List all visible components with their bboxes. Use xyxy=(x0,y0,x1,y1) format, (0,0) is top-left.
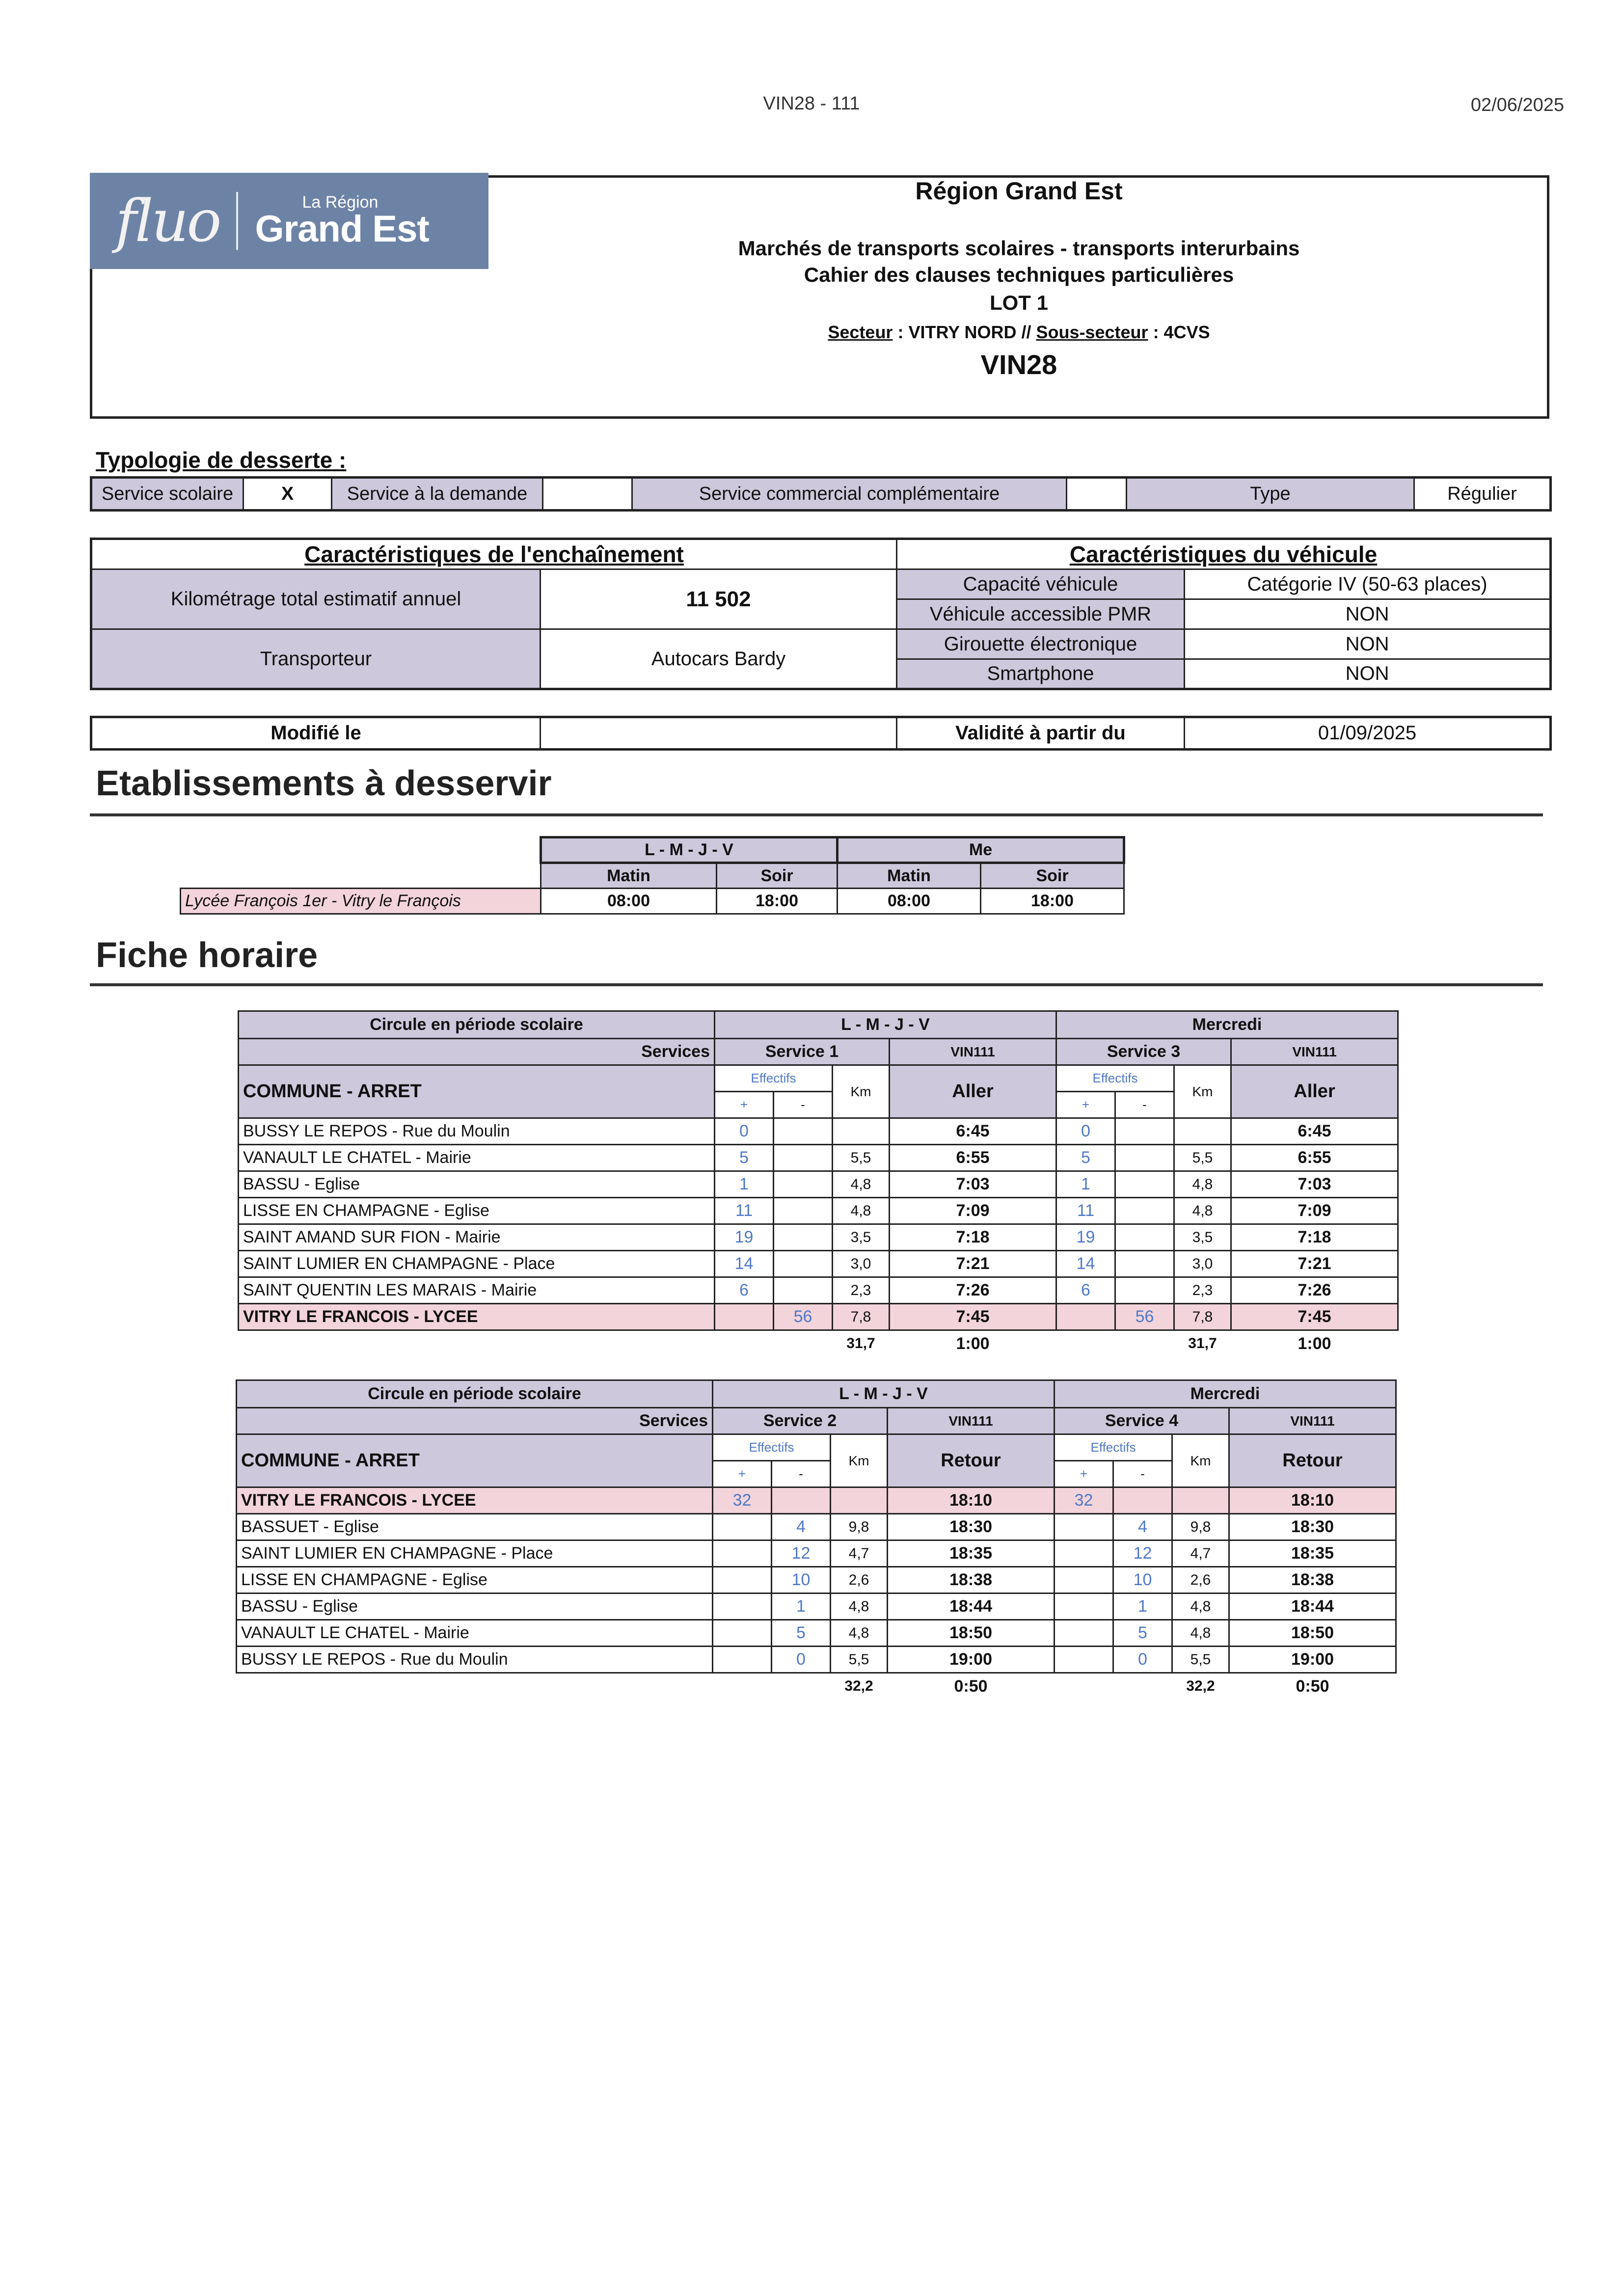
plus-count xyxy=(1056,1304,1115,1330)
circule-label: Circule en période scolaire xyxy=(237,1380,713,1408)
km-a-label: Km xyxy=(833,1065,890,1118)
km-value xyxy=(831,1487,888,1514)
logo-separator xyxy=(236,192,238,250)
plus-a-label: + xyxy=(713,1461,772,1487)
effectifs-a-label: Effectifs xyxy=(713,1434,831,1461)
km-value: 5,5 xyxy=(1174,1145,1231,1171)
minus-count: 5 xyxy=(1113,1620,1172,1647)
plus-count: 32 xyxy=(713,1487,772,1514)
minus-count xyxy=(1115,1145,1174,1171)
minus-count: 12 xyxy=(772,1540,831,1567)
vin-b-label: VIN111 xyxy=(1231,1039,1398,1065)
commune-arret-label: COMMUNE - ARRET xyxy=(239,1065,715,1118)
direction-b-label: Retour xyxy=(1229,1434,1396,1487)
logo-region xyxy=(255,194,429,248)
page-header-code: VIN28 - 111 xyxy=(763,93,860,114)
minus-count: 12 xyxy=(1113,1540,1172,1567)
time-value: 18:38 xyxy=(1229,1567,1396,1594)
etab-days-1: L - M - J - V xyxy=(541,837,838,863)
doc-lot: LOT 1 xyxy=(989,291,1048,314)
plus-count: 11 xyxy=(1056,1198,1115,1224)
transporteur-value: Autocars Bardy xyxy=(541,629,897,689)
plus-count: 5 xyxy=(1056,1145,1115,1171)
vin-b-label: VIN111 xyxy=(1229,1408,1396,1434)
time-value: 7:09 xyxy=(890,1198,1056,1224)
schedule-row xyxy=(239,1277,1398,1304)
time-value: 18:50 xyxy=(888,1620,1055,1647)
km-a-label: Km xyxy=(831,1434,888,1487)
km-value: 3,0 xyxy=(833,1251,890,1277)
total-km: 31,7 xyxy=(1188,1335,1217,1352)
schedule-row xyxy=(239,1118,1398,1145)
time-value: 7:18 xyxy=(1231,1224,1398,1251)
etablissements-table xyxy=(180,836,1125,915)
plus-count xyxy=(1055,1620,1113,1647)
km-value: 5,5 xyxy=(1172,1647,1229,1673)
schedule-row xyxy=(237,1594,1396,1620)
stop-name: SAINT LUMIER EN CHAMPAGNE - Place xyxy=(237,1540,713,1567)
plus-a-label: + xyxy=(715,1092,774,1118)
etab-matin-1: Matin xyxy=(541,863,717,889)
plus-count xyxy=(1055,1514,1113,1540)
stop-name: BUSSY LE REPOS - Rue du Moulin xyxy=(239,1118,715,1145)
schedule-row xyxy=(239,1171,1398,1198)
schedule-row xyxy=(237,1620,1396,1647)
plus-count xyxy=(713,1567,772,1594)
etab-empty-cell xyxy=(181,837,541,863)
km-value: 4,8 xyxy=(1174,1171,1231,1198)
km-value: 9,8 xyxy=(831,1514,888,1540)
totals-spacer xyxy=(715,1330,774,1357)
time-value: 7:21 xyxy=(890,1251,1056,1277)
plus-count: 19 xyxy=(715,1224,774,1251)
km-value: 7,8 xyxy=(833,1304,890,1330)
sous-secteur-label: Sous-secteur xyxy=(1036,322,1148,342)
smartphone-label: Smartphone xyxy=(897,659,1185,689)
km-value: 4,7 xyxy=(831,1540,888,1567)
time-value: 18:38 xyxy=(888,1567,1055,1594)
total-km: 32,2 xyxy=(844,1678,873,1695)
validite-value: 01/09/2025 xyxy=(1185,717,1551,750)
plus-count: 6 xyxy=(715,1277,774,1304)
commune-arret-label: COMMUNE - ARRET xyxy=(237,1434,713,1487)
service-a-label: Service 1 xyxy=(715,1039,890,1065)
minus-count xyxy=(774,1171,833,1198)
time-value: 18:44 xyxy=(888,1594,1055,1620)
minus-b-label: - xyxy=(1113,1461,1172,1487)
totals-spacer xyxy=(237,1673,713,1700)
minus-count xyxy=(1113,1487,1172,1514)
minus-count xyxy=(774,1224,833,1251)
etab-time: 08:00 xyxy=(838,889,981,914)
schedule-row xyxy=(237,1567,1396,1594)
smartphone-value: NON xyxy=(1185,659,1551,689)
time-value: 18:30 xyxy=(888,1514,1055,1540)
plus-count: 32 xyxy=(1055,1487,1113,1514)
doc-title: Région Grand Est xyxy=(915,177,1123,205)
service-scolaire-mark: X xyxy=(243,478,332,511)
etab-empty-cell xyxy=(181,863,541,889)
time-value: 7:45 xyxy=(890,1304,1056,1330)
time-value: 6:45 xyxy=(1231,1118,1398,1145)
girouette-value: NON xyxy=(1185,629,1551,659)
schedule-row xyxy=(239,1304,1398,1330)
time-value: 7:26 xyxy=(1231,1277,1398,1304)
minus-count: 4 xyxy=(772,1514,831,1540)
km-value xyxy=(1174,1118,1231,1145)
minus-count xyxy=(1115,1224,1174,1251)
secteur-label: Secteur xyxy=(828,322,893,342)
days-a-label: L - M - J - V xyxy=(713,1380,1055,1408)
stop-name: SAINT AMAND SUR FION - Mairie xyxy=(239,1224,715,1251)
time-value: 18:35 xyxy=(1229,1540,1396,1567)
km-value: 3,5 xyxy=(833,1224,890,1251)
fiche-heading: Fiche horaire xyxy=(96,936,318,975)
minus-count xyxy=(772,1487,831,1514)
doc-secteur xyxy=(488,322,1549,343)
totals-spacer xyxy=(239,1330,715,1357)
etab-time: 18:00 xyxy=(717,889,838,914)
page-header-date: 02/06/2025 xyxy=(1470,95,1564,115)
minus-count: 0 xyxy=(772,1647,831,1673)
km-value: 9,8 xyxy=(1172,1514,1229,1540)
secteur-value: : VITRY NORD // xyxy=(893,322,1036,342)
time-value: 7:03 xyxy=(1231,1171,1398,1198)
plus-count: 0 xyxy=(1056,1118,1115,1145)
total-time: 0:50 xyxy=(1296,1676,1329,1696)
vin-a-label: VIN111 xyxy=(890,1039,1056,1065)
km-value: 11 502 xyxy=(541,569,897,629)
plus-count xyxy=(715,1304,774,1330)
time-value: 7:03 xyxy=(890,1171,1056,1198)
totals-spacer xyxy=(772,1673,831,1700)
vehicule-heading: Caractéristiques du véhicule xyxy=(897,539,1551,569)
type-value: Régulier xyxy=(1414,478,1551,511)
days-b-label: Mercredi xyxy=(1056,1011,1398,1039)
minus-count xyxy=(774,1277,833,1304)
minus-count: 0 xyxy=(1113,1647,1172,1673)
km-value xyxy=(833,1118,890,1145)
minus-count: 10 xyxy=(772,1567,831,1594)
validite-table xyxy=(90,716,1552,751)
schedule-row xyxy=(237,1540,1396,1567)
time-value: 6:55 xyxy=(890,1145,1056,1171)
stop-name: SAINT QUENTIN LES MARAIS - Mairie xyxy=(239,1277,715,1304)
stop-name: BASSUET - Eglise xyxy=(237,1514,713,1540)
etab-days-2: Me xyxy=(838,837,1124,863)
plus-b-label: + xyxy=(1055,1461,1113,1487)
plus-count xyxy=(713,1540,772,1567)
capacite-label: Capacité véhicule xyxy=(897,569,1185,599)
totals-spacer xyxy=(713,1673,772,1700)
km-value: 4,8 xyxy=(1172,1594,1229,1620)
total-time: 1:00 xyxy=(956,1334,990,1353)
plus-count xyxy=(713,1620,772,1647)
plus-count: 1 xyxy=(715,1171,774,1198)
schedule-row xyxy=(237,1487,1396,1514)
time-value: 18:35 xyxy=(888,1540,1055,1567)
plus-count xyxy=(713,1514,772,1540)
km-b-label: Km xyxy=(1174,1065,1231,1118)
stop-name: BASSU - Eglise xyxy=(239,1171,715,1198)
services-label: Services xyxy=(237,1408,713,1434)
validite-label: Validité à partir du xyxy=(897,717,1185,750)
minus-count xyxy=(1115,1198,1174,1224)
logo-region-big: Grand Est xyxy=(255,208,429,250)
fiche-rule xyxy=(90,983,1543,986)
effectifs-b-label: Effectifs xyxy=(1055,1434,1172,1461)
km-value xyxy=(1172,1487,1229,1514)
schedule-row xyxy=(239,1224,1398,1251)
time-value: 7:26 xyxy=(890,1277,1056,1304)
stop-name: VITRY LE FRANCOIS - LYCEE xyxy=(237,1487,713,1514)
stop-name: LISSE EN CHAMPAGNE - Eglise xyxy=(237,1567,713,1594)
service-b-label: Service 3 xyxy=(1056,1039,1231,1065)
km-value: 2,6 xyxy=(1172,1567,1229,1594)
totals-spacer xyxy=(1113,1673,1172,1700)
km-value: 4,8 xyxy=(1172,1620,1229,1647)
km-value: 2,6 xyxy=(831,1567,888,1594)
etab-time: 18:00 xyxy=(981,889,1124,914)
enchainement-heading: Caractéristiques de l'enchaînement xyxy=(91,539,897,569)
doc-subtitle-1: Marchés de transports scolaires - transports interurbains xyxy=(738,237,1300,260)
time-value: 6:55 xyxy=(1231,1145,1398,1171)
schedule-row xyxy=(239,1198,1398,1224)
etablissements-heading: Etablissements à desservir xyxy=(96,764,552,803)
time-value: 19:00 xyxy=(888,1647,1055,1673)
capacite-value: Catégorie IV (50-63 places) xyxy=(1185,569,1551,599)
effectifs-a-label: Effectifs xyxy=(715,1065,833,1092)
plus-count xyxy=(1055,1647,1113,1673)
doc-code: VIN28 xyxy=(980,349,1057,380)
minus-count xyxy=(774,1145,833,1171)
etablissements-rule xyxy=(90,813,1543,816)
modifie-label: Modifié le xyxy=(91,717,541,750)
time-value: 18:10 xyxy=(888,1487,1055,1514)
plus-count: 11 xyxy=(715,1198,774,1224)
time-value: 19:00 xyxy=(1229,1647,1396,1673)
typologie-label: Typologie de desserte : xyxy=(96,447,347,473)
km-value: 5,5 xyxy=(833,1145,890,1171)
logo-region-small: La Région xyxy=(302,193,379,212)
minus-count xyxy=(1115,1277,1174,1304)
service-demande-label: Service à la demande xyxy=(332,478,543,511)
km-value: 4,7 xyxy=(1172,1540,1229,1567)
service-demande-mark xyxy=(543,478,632,511)
stop-name: BASSU - Eglise xyxy=(237,1594,713,1620)
minus-count: 10 xyxy=(1113,1567,1172,1594)
logo-brand: fluo xyxy=(115,187,220,255)
doc-subtitle-2: Cahier des clauses techniques particulières xyxy=(804,263,1234,286)
plus-count: 0 xyxy=(715,1118,774,1145)
km-value: 2,3 xyxy=(833,1277,890,1304)
minus-count: 1 xyxy=(1113,1594,1172,1620)
plus-count: 6 xyxy=(1056,1277,1115,1304)
type-label: Type xyxy=(1127,478,1414,511)
stop-name: VANAULT LE CHATEL - Mairie xyxy=(239,1145,715,1171)
minus-count xyxy=(774,1198,833,1224)
km-value: 7,8 xyxy=(1174,1304,1231,1330)
plus-count: 19 xyxy=(1056,1224,1115,1251)
circule-label: Circule en période scolaire xyxy=(239,1011,715,1039)
time-value: 7:18 xyxy=(890,1224,1056,1251)
time-value: 7:21 xyxy=(1231,1251,1398,1277)
etab-soir-2: Soir xyxy=(981,863,1124,889)
services-label: Services xyxy=(239,1039,715,1065)
time-value: 18:30 xyxy=(1229,1514,1396,1540)
time-value: 7:45 xyxy=(1231,1304,1398,1330)
km-value: 3,5 xyxy=(1174,1224,1231,1251)
plus-count xyxy=(1055,1567,1113,1594)
minus-count: 4 xyxy=(1113,1514,1172,1540)
total-km: 31,7 xyxy=(846,1335,875,1352)
etab-soir-1: Soir xyxy=(717,863,838,889)
etab-time: 08:00 xyxy=(541,889,717,914)
minus-count: 1 xyxy=(772,1594,831,1620)
plus-b-label: + xyxy=(1056,1092,1115,1118)
km-value: 4,8 xyxy=(1174,1198,1231,1224)
time-value: 18:50 xyxy=(1229,1620,1396,1647)
plus-count xyxy=(1055,1540,1113,1567)
time-value: 7:09 xyxy=(1231,1198,1398,1224)
service-b-label: Service 4 xyxy=(1055,1408,1229,1434)
transporteur-label: Transporteur xyxy=(91,629,541,689)
total-km: 32,2 xyxy=(1186,1678,1215,1695)
schedule-row xyxy=(239,1145,1398,1171)
vin-a-label: VIN111 xyxy=(888,1408,1055,1434)
minus-a-label: - xyxy=(774,1092,833,1118)
service-commercial-mark xyxy=(1067,478,1127,511)
totals-spacer xyxy=(1055,1673,1113,1700)
km-value: 5,5 xyxy=(831,1647,888,1673)
minus-count: 56 xyxy=(774,1304,833,1330)
fluo-grand-est-logo xyxy=(90,173,488,269)
minus-count xyxy=(774,1118,833,1145)
pmr-value: NON xyxy=(1185,599,1551,629)
km-value: 4,8 xyxy=(831,1594,888,1620)
minus-count: 5 xyxy=(772,1620,831,1647)
minus-a-label: - xyxy=(772,1461,831,1487)
plus-count: 5 xyxy=(715,1145,774,1171)
plus-count: 14 xyxy=(1056,1251,1115,1277)
total-time: 0:50 xyxy=(954,1676,988,1696)
km-value: 4,8 xyxy=(833,1171,890,1198)
stop-name: VITRY LE FRANCOIS - LYCEE xyxy=(239,1304,715,1330)
time-value: 18:44 xyxy=(1229,1594,1396,1620)
minus-b-label: - xyxy=(1115,1092,1174,1118)
service-a-label: Service 2 xyxy=(713,1408,888,1434)
days-b-label: Mercredi xyxy=(1055,1380,1396,1408)
service-commercial-label: Service commercial complémentaire xyxy=(632,478,1067,511)
plus-count xyxy=(1055,1594,1113,1620)
stop-name: LISSE EN CHAMPAGNE - Eglise xyxy=(239,1198,715,1224)
minus-count xyxy=(1115,1251,1174,1277)
totals-spacer xyxy=(1115,1330,1174,1357)
km-label: Kilométrage total estimatif annuel xyxy=(91,569,541,629)
km-value: 4,8 xyxy=(831,1620,888,1647)
schedule-row xyxy=(239,1251,1398,1277)
totals-spacer xyxy=(774,1330,833,1357)
schedule-retour-table xyxy=(236,1379,1397,1700)
minus-count: 56 xyxy=(1115,1304,1174,1330)
etab-name: Lycée François 1er - Vitry le François xyxy=(181,889,541,914)
minus-count xyxy=(774,1251,833,1277)
minus-count xyxy=(1115,1171,1174,1198)
time-value: 6:45 xyxy=(890,1118,1056,1145)
etab-matin-2: Matin xyxy=(838,863,981,889)
direction-a-label: Aller xyxy=(890,1065,1056,1118)
days-a-label: L - M - J - V xyxy=(715,1011,1056,1039)
plus-count: 1 xyxy=(1056,1171,1115,1198)
km-value: 4,8 xyxy=(833,1198,890,1224)
caracteristiques-table xyxy=(90,538,1552,690)
direction-b-label: Aller xyxy=(1231,1065,1398,1118)
time-value: 18:10 xyxy=(1229,1487,1396,1514)
stop-name: BUSSY LE REPOS - Rue du Moulin xyxy=(237,1647,713,1673)
schedule-aller-table xyxy=(238,1010,1399,1357)
typologie-table xyxy=(90,476,1552,512)
plus-count xyxy=(713,1594,772,1620)
pmr-label: Véhicule accessible PMR xyxy=(897,599,1185,629)
totals-spacer xyxy=(1056,1330,1115,1357)
sous-secteur-value: : 4CVS xyxy=(1148,322,1210,342)
effectifs-b-label: Effectifs xyxy=(1056,1065,1174,1092)
service-scolaire-label: Service scolaire xyxy=(91,478,243,511)
schedule-row xyxy=(237,1514,1396,1540)
plus-count: 14 xyxy=(715,1251,774,1277)
stop-name: SAINT LUMIER EN CHAMPAGNE - Place xyxy=(239,1251,715,1277)
direction-a-label: Retour xyxy=(888,1434,1055,1487)
km-value: 3,0 xyxy=(1174,1251,1231,1277)
minus-count xyxy=(1115,1118,1174,1145)
stop-name: VANAULT LE CHATEL - Mairie xyxy=(237,1620,713,1647)
plus-count xyxy=(713,1647,772,1673)
km-value: 2,3 xyxy=(1174,1277,1231,1304)
km-b-label: Km xyxy=(1172,1434,1229,1487)
modifie-value xyxy=(541,717,897,750)
schedule-row xyxy=(237,1647,1396,1673)
total-time: 1:00 xyxy=(1298,1334,1331,1353)
girouette-label: Girouette électronique xyxy=(897,629,1185,659)
